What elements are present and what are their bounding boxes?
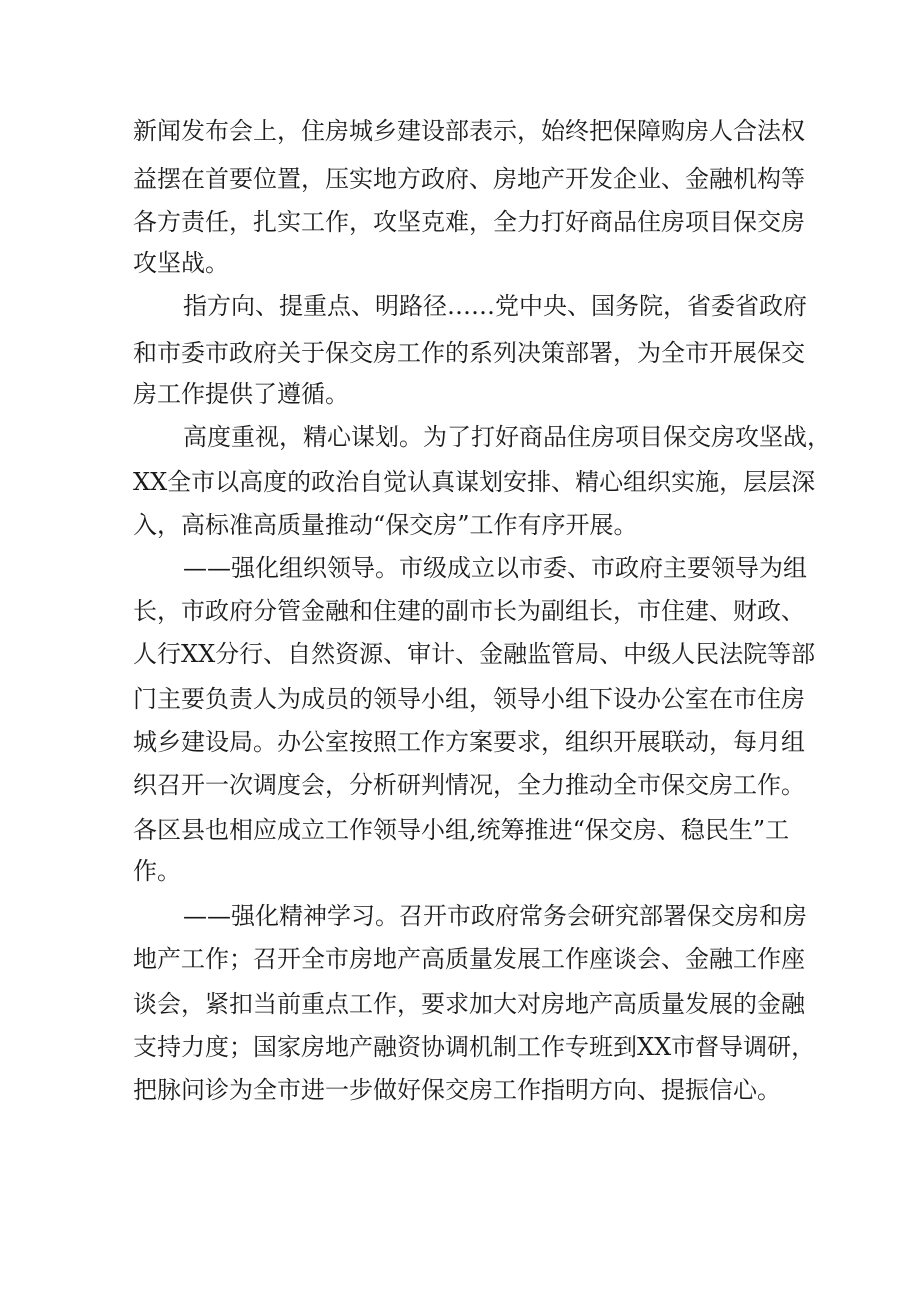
paragraph-5-line-4: 支持力度；国家房地产融资协调机制工作专班到XX市督导调研， (133, 1033, 816, 1061)
paragraph-4-line-4: 门主要负责人为成员的领导小组，领导小组下设办公室在市住房 (133, 685, 805, 713)
paragraph-4-line-6: 织召开一次调度会，分析研判情况，全力推动全市保交房工作。 (133, 771, 805, 799)
paragraph-5-line-1: ——强化精神学习。召开市政府常务会研究部署保交房和房 (183, 902, 807, 930)
paragraph-3-line-3: 入，高标准高质量推动“保交房”工作有序开展。 (133, 511, 638, 539)
paragraph-1-line-2: 益摆在首要位置，压实地方政府、房地产开发企业、金融机构等 (133, 165, 805, 193)
paragraph-2-line-3: 房工作提供了遵循。 (133, 380, 349, 408)
paragraph-5-line-2: 地产工作；召开全市房地产高质量发展工作座谈会、金融工作座 (133, 945, 805, 973)
paragraph-2-line-1: 指方向、提重点、明路径……党中央、国务院，省委省政府 (183, 292, 807, 320)
paragraph-3-line-2: XX全市以高度的政治自觉认真谋划安排、精心组织实施，层层深 (133, 468, 816, 496)
paragraph-5-line-3: 谈会，紧扣当前重点工作，要求加大对房地产高质量发展的金融 (133, 990, 805, 1018)
paragraph-4-line-1: ——强化组织领导。市级成立以市委、市政府主要领导为组 (183, 554, 807, 582)
paragraph-5-line-5: 把脉问诊为全市进一步做好保交房工作指明方向、提振信心。 (133, 1076, 781, 1104)
paragraph-4-line-3: 人行XX分行、自然资源、审计、金融监管局、中级人民法院等部 (133, 640, 816, 668)
paragraph-4-line-8: 作。 (133, 857, 181, 885)
paragraph-1-line-4: 攻坚战。 (133, 249, 229, 277)
paragraph-3-line-1: 高度重视，精心谋划。为了打好商品住房项目保交房攻坚战， (183, 423, 831, 451)
paragraph-1-line-1: 新闻发布会上，住房城乡建设部表示，始终把保障购房人合法权 (133, 117, 805, 145)
paragraph-4-line-5: 城乡建设局。办公室按照工作方案要求，组织开展联动，每月组 (133, 728, 805, 756)
paragraph-4-line-7: 各区县也相应成立工作领导小组,统筹推进“保交房、稳民生”工 (133, 816, 790, 844)
paragraph-4-line-2: 长，市政府分管金融和住建的副市长为副组长，市住建、财政、 (133, 597, 805, 625)
paragraph-2-line-2: 和市委市政府关于保交房工作的系列决策部署，为全市开展保交 (133, 339, 805, 367)
paragraph-1-line-3: 各方责任，扎实工作，攻坚克难，全力打好商品住房项目保交房 (133, 208, 805, 236)
